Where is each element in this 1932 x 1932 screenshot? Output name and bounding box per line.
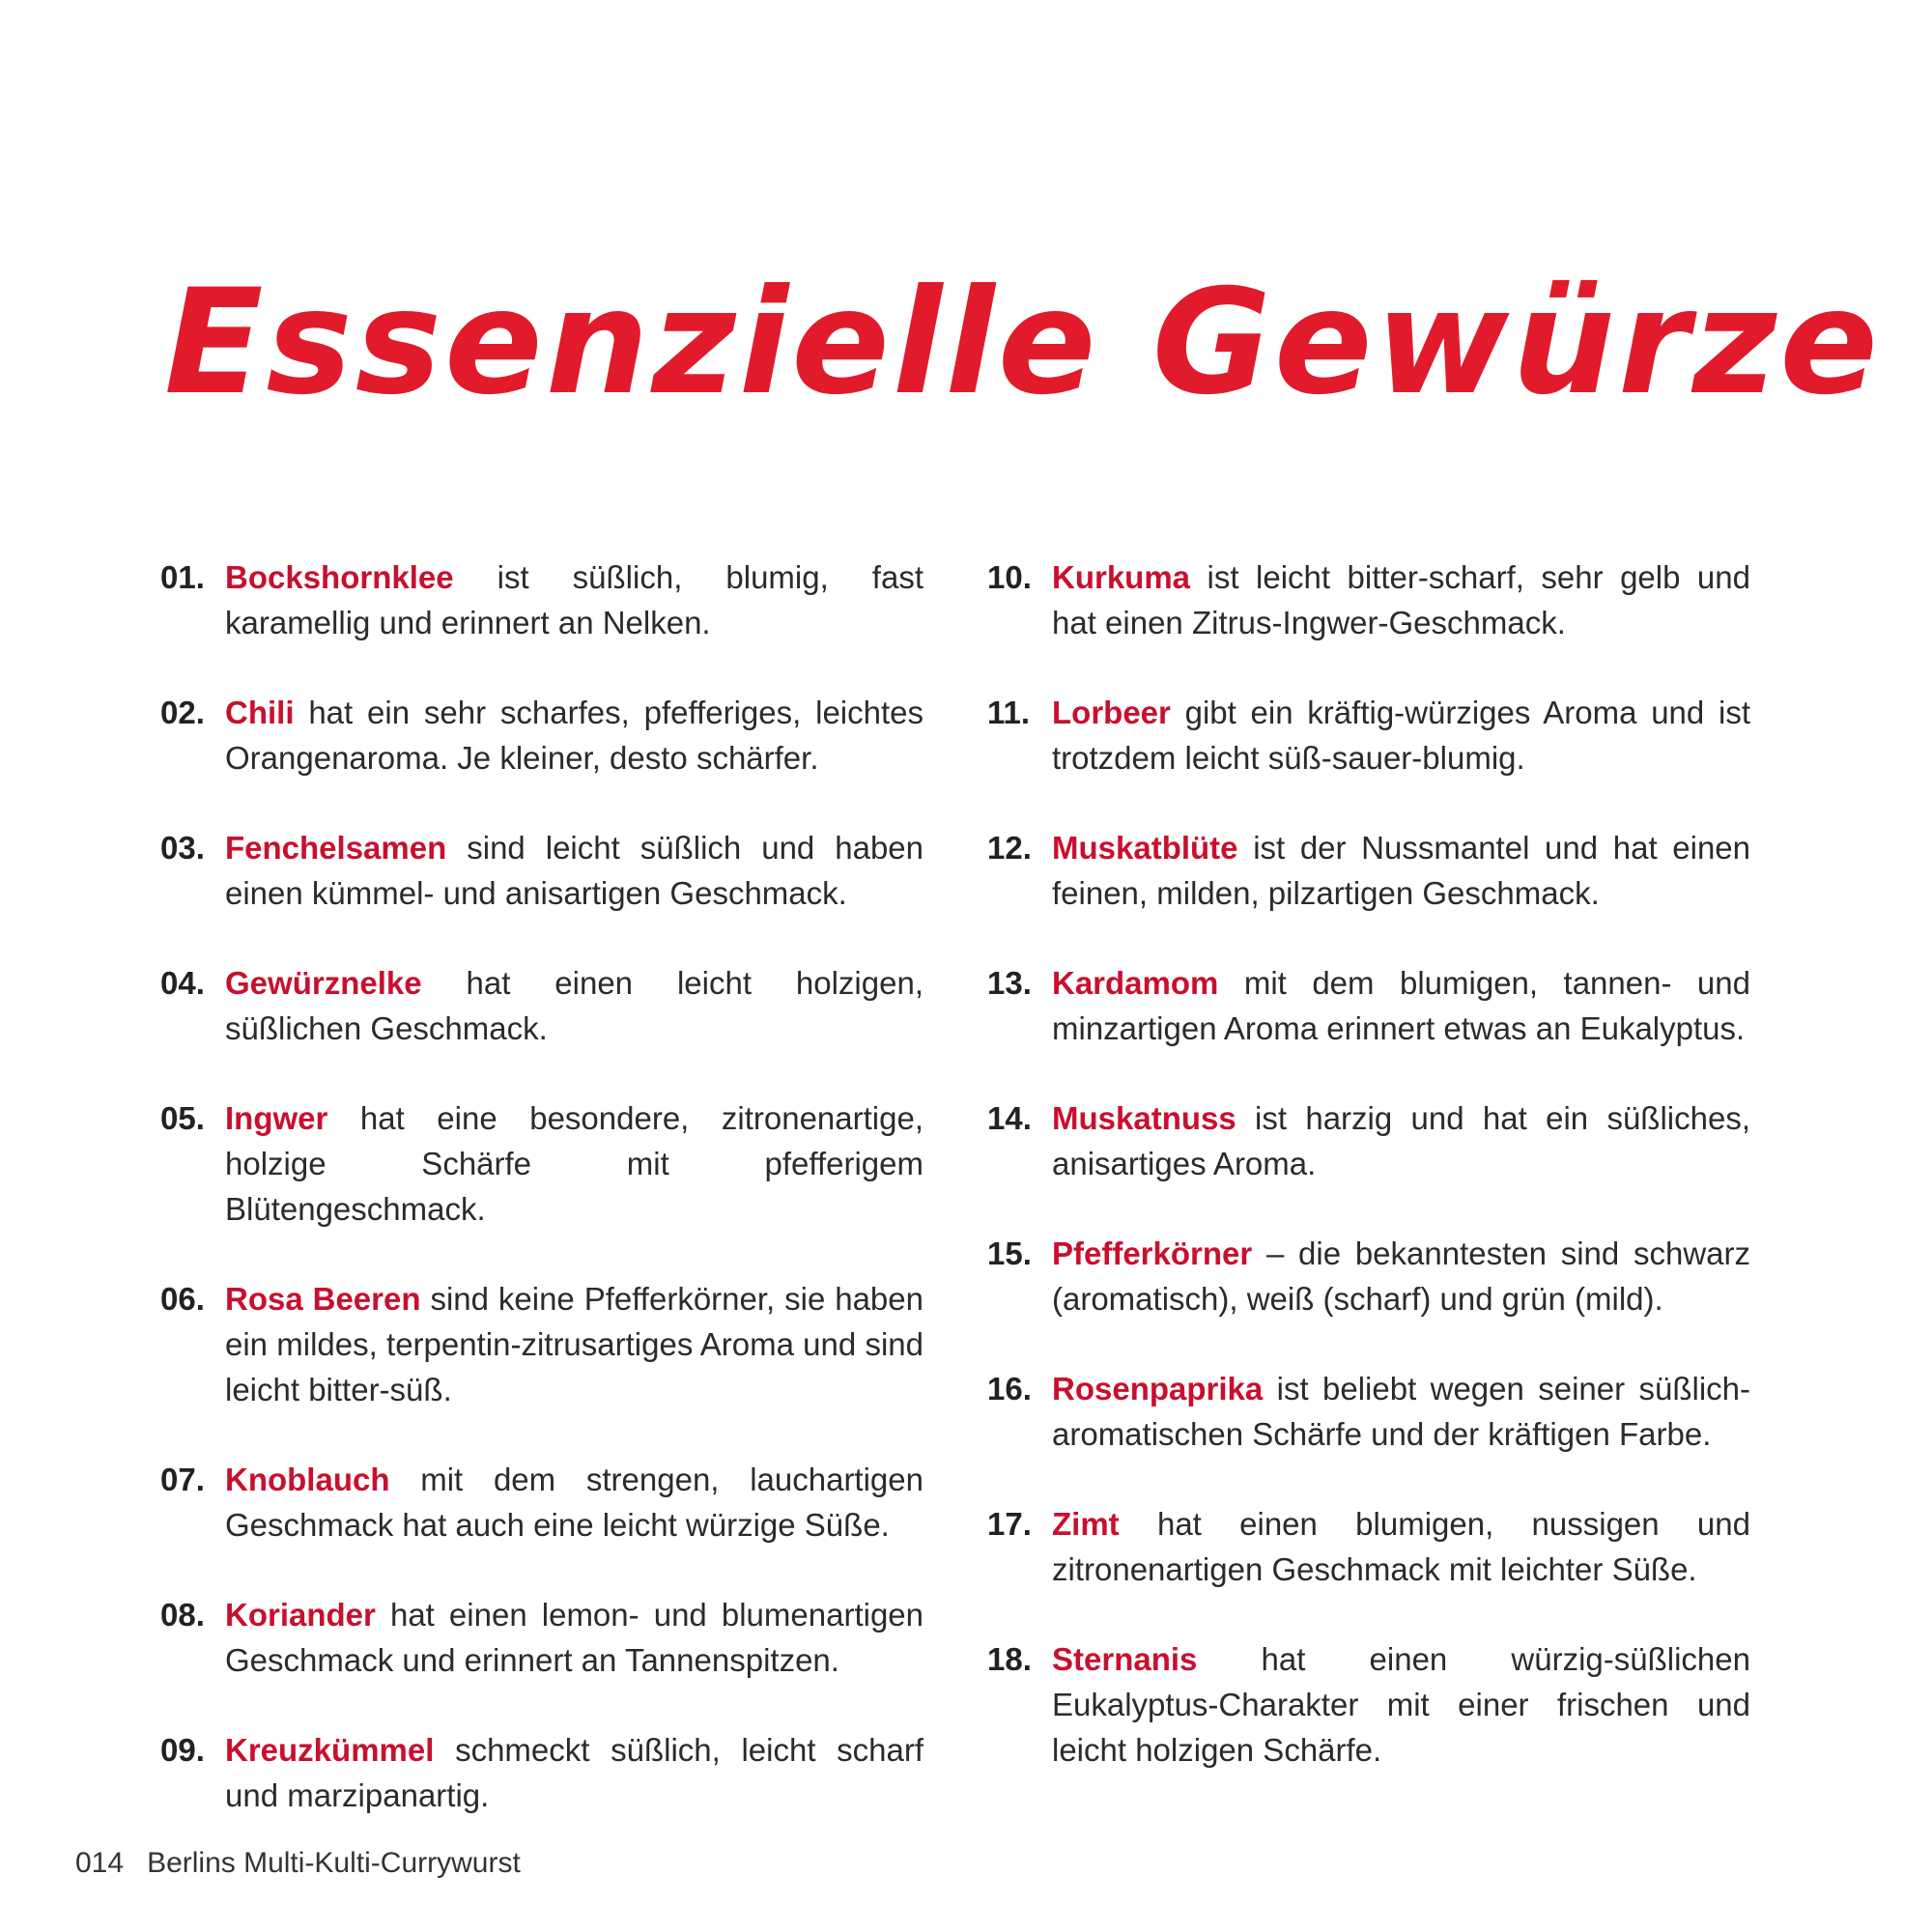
spice-description: ist der Nussmantel und hat einen feinen, milden, pilzartigen Geschmack. xyxy=(1052,830,1751,911)
entry-text xyxy=(225,825,923,916)
spice-list-left xyxy=(160,554,923,1862)
spice-name: Lorbeer xyxy=(1052,695,1171,730)
spice-name: Fenchelsamen xyxy=(225,830,447,866)
entry-number: 01. xyxy=(160,559,205,595)
spice-name: Gewürznelke xyxy=(225,965,422,1001)
entry-text xyxy=(225,690,923,781)
spice-entry xyxy=(987,1231,1750,1321)
spice-description: – die bekanntesten sind schwarz (aromatisch), weiß (scharf) und grün (mild). xyxy=(1052,1236,1750,1317)
spice-entry xyxy=(160,825,923,916)
spice-name: Ingwer xyxy=(225,1100,328,1136)
spice-description: hat einen leicht holzigen, süßlichen Geschmack. xyxy=(225,965,923,1046)
spice-entry xyxy=(160,1727,923,1818)
spice-entry xyxy=(987,1366,1750,1457)
entry-text xyxy=(225,1095,923,1232)
spice-name: Pfefferkörner xyxy=(1052,1236,1253,1271)
spice-name: Knoblauch xyxy=(225,1462,390,1497)
page-number: 014 xyxy=(75,1847,125,1879)
spice-entry xyxy=(160,690,923,781)
spice-name: Chili xyxy=(225,695,295,730)
spice-description: hat einen lemon- und blumenartigen Geschmack und erinnert an Tannenspitzen. xyxy=(225,1597,923,1678)
spice-description: ist süßlich, blumig, fast karamellig und erinnert an Nelken. xyxy=(225,559,924,640)
spice-description: sind keine Pfefferkörner, sie haben ein mildes, terpentin-zitrusartiges Aroma und sind leicht bitter-süß. xyxy=(225,1281,923,1407)
page-title: Essenzielle Gewürze xyxy=(164,259,1882,427)
entry-text xyxy=(1052,825,1750,916)
spice-description: schmeckt süßlich, leicht scharf und marzipanartig. xyxy=(225,1732,924,1813)
spice-description: hat ein sehr scharfes, pfefferiges, leichtes Orangenaroma. Je kleiner, desto schärfer. xyxy=(225,695,923,776)
spice-entry xyxy=(160,1095,923,1232)
book-title: Berlins Multi-Kulti-Currywurst xyxy=(147,1847,521,1879)
spice-entry xyxy=(987,1095,1750,1186)
spice-entry xyxy=(160,554,923,645)
entry-number: 17. xyxy=(987,1506,1032,1542)
spice-name: Zimt xyxy=(1052,1506,1120,1542)
spice-description: hat eine besondere, zitronenartige, holzige Schärfe mit pfefferigem Blütengeschmack. xyxy=(225,1100,923,1227)
entry-number: 15. xyxy=(987,1236,1032,1271)
spice-name: Muskatblüte xyxy=(1052,830,1238,866)
entry-text xyxy=(1052,1501,1750,1592)
spice-description: ist leicht bitter-scharf, sehr gelb und hat einen Zitrus-Ingwer-Geschmack. xyxy=(1052,559,1750,640)
entry-number: 18. xyxy=(987,1641,1032,1677)
entry-number: 05. xyxy=(160,1100,205,1136)
entry-text xyxy=(1052,690,1750,781)
entry-text xyxy=(1052,1366,1750,1457)
spice-description: hat einen blumigen, nussigen und zitronenartigen Geschmack mit leichter Süße. xyxy=(1052,1506,1750,1587)
spice-name: Kardamom xyxy=(1052,965,1219,1001)
spice-entry xyxy=(160,1457,923,1548)
spice-description: mit dem strengen, lauchartigen Geschmack hat auch eine leicht würzige Süße. xyxy=(225,1462,923,1543)
entry-number: 08. xyxy=(160,1597,205,1633)
entry-number: 02. xyxy=(160,695,205,730)
spice-entry xyxy=(160,960,923,1051)
entry-text xyxy=(225,554,923,645)
entry-text xyxy=(1052,1636,1750,1773)
spice-name: Muskatnuss xyxy=(1052,1100,1236,1136)
spice-entry xyxy=(987,690,1750,781)
entry-text xyxy=(225,1727,923,1818)
entry-text xyxy=(1052,960,1750,1051)
entry-text xyxy=(1052,1095,1750,1186)
spice-entry xyxy=(987,825,1750,916)
entry-text xyxy=(225,1276,923,1412)
spice-entry xyxy=(987,554,1750,645)
spice-name: Rosa Beeren xyxy=(225,1281,421,1317)
spice-list-right xyxy=(987,554,1750,1817)
entry-number: 16. xyxy=(987,1371,1032,1406)
spice-description: sind leicht süßlich und haben einen kümmel- und anisartigen Geschmack. xyxy=(225,830,923,911)
spice-entry xyxy=(987,1636,1750,1773)
spice-name: Kreuzkümmel xyxy=(225,1732,435,1768)
spice-description: gibt ein kräftig-würziges Aroma und ist trotzdem leicht süß-sauer-blumig. xyxy=(1052,695,1750,776)
spice-name: Rosenpaprika xyxy=(1052,1371,1264,1406)
spice-entry xyxy=(987,960,1750,1051)
spice-description: ist harzig und hat ein süßliches, anisartiges Aroma. xyxy=(1052,1100,1750,1181)
spice-description: mit dem blumigen, tannen- und minzartigen Aroma erinnert etwas an Eukalyptus. xyxy=(1052,965,1750,1046)
page-footer xyxy=(75,1844,521,1883)
spice-name: Koriander xyxy=(225,1597,376,1633)
spice-description: ist beliebt wegen seiner süßlich-aromatischen Schärfe und der kräftigen Farbe. xyxy=(1052,1371,1750,1452)
entry-number: 11. xyxy=(987,695,1031,730)
entry-text xyxy=(1052,1231,1750,1321)
entry-text xyxy=(225,960,923,1051)
entry-number: 04. xyxy=(160,965,205,1001)
entry-text xyxy=(225,1592,923,1683)
entry-number: 14. xyxy=(987,1100,1032,1136)
spice-entry xyxy=(160,1276,923,1412)
spice-description: hat einen würzig-süßlichen Eukalyptus-Charakter mit einer frischen und leicht holzigen Schärfe. xyxy=(1052,1641,1750,1768)
entry-text xyxy=(1052,554,1750,645)
entry-number: 06. xyxy=(160,1281,205,1317)
entry-number: 07. xyxy=(160,1462,205,1497)
entry-text xyxy=(225,1457,923,1548)
entry-number: 03. xyxy=(160,830,205,866)
spice-entry xyxy=(160,1592,923,1683)
entry-number: 12. xyxy=(987,830,1032,866)
entry-number: 10. xyxy=(987,559,1032,595)
spice-entry xyxy=(987,1501,1750,1592)
entry-number: 13. xyxy=(987,965,1032,1001)
spice-name: Bockshornklee xyxy=(225,559,454,595)
entry-number: 09. xyxy=(160,1732,205,1768)
spice-name: Kurkuma xyxy=(1052,559,1191,595)
spice-name: Sternanis xyxy=(1052,1641,1198,1677)
